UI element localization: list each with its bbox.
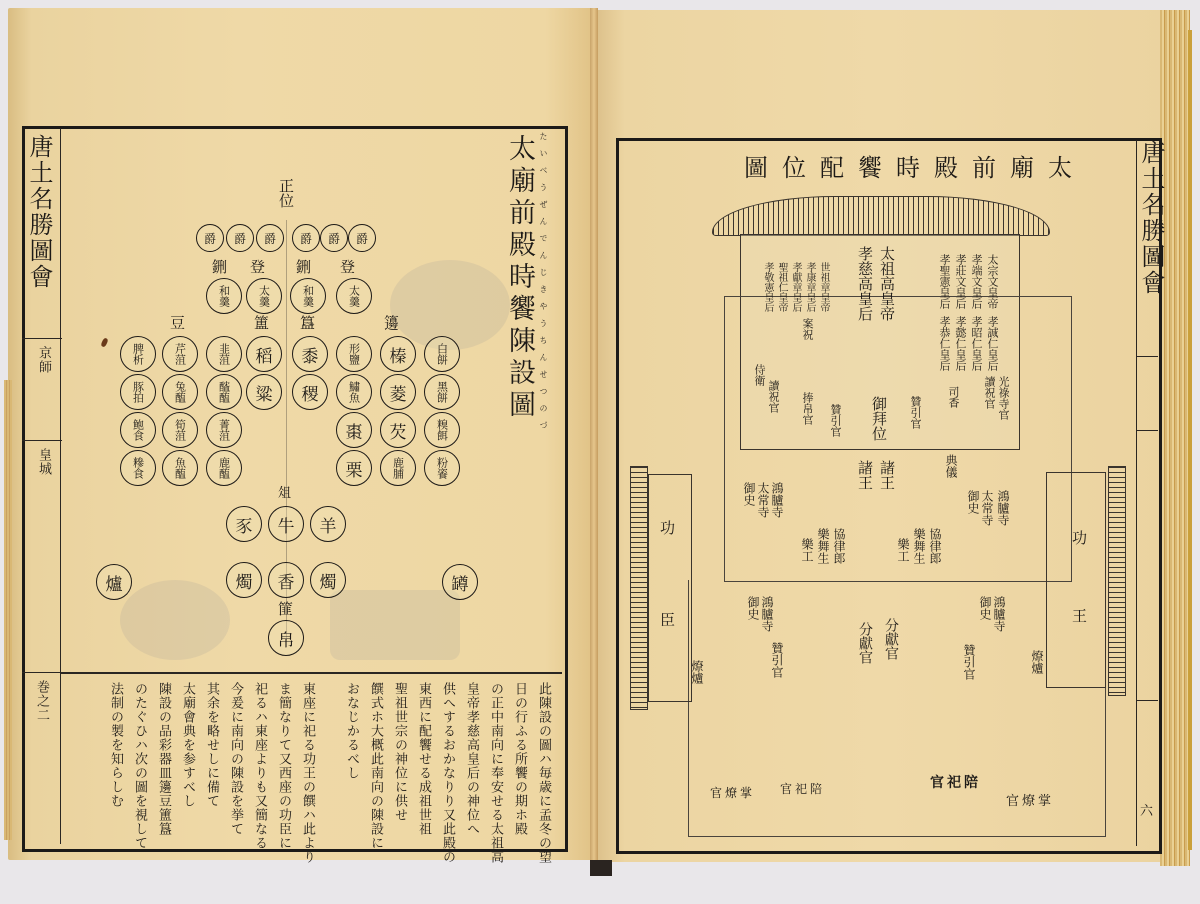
bian-basket: 栗 bbox=[336, 450, 372, 486]
cup-vessel: 爵 bbox=[320, 224, 348, 252]
west-hall-roof-icon bbox=[630, 466, 648, 710]
dou-dish: 豚拍 bbox=[120, 374, 156, 410]
altar-tablet-center: 太祖高皇帝 bbox=[878, 246, 896, 321]
ritual-officials-left: 御史 bbox=[742, 482, 756, 506]
prose-column: 今爰に南向の陳設を挙て bbox=[228, 682, 243, 836]
margin-divider bbox=[22, 672, 62, 673]
soup-vessel: 和羹 bbox=[206, 278, 242, 314]
candle: 燭 bbox=[310, 562, 346, 598]
candle: 燭 bbox=[226, 562, 262, 598]
courtyard-official-left: 贊引官 bbox=[770, 642, 784, 678]
group-label-gui: 簠 bbox=[254, 314, 270, 332]
official-label: 侍衛 bbox=[753, 364, 766, 386]
altar-tablet-right: 孝聖憲皇后 bbox=[938, 254, 951, 309]
prose-column: 供へするおかなりり又此殿の bbox=[440, 682, 455, 864]
dou-dish: 菁菹 bbox=[206, 412, 242, 448]
bian-basket: 形鹽 bbox=[336, 336, 372, 372]
gui-vessel: 粱 bbox=[246, 374, 282, 410]
prose-column: 祀るハ東座よりも又簡なる bbox=[252, 682, 267, 850]
fu-vessel: 稷 bbox=[292, 374, 328, 410]
official-label: 贊引官 bbox=[909, 396, 922, 429]
group-label-bian: 籩 bbox=[384, 314, 400, 332]
burner-attendant-label: 掌燎官 bbox=[710, 786, 756, 800]
east-hall-roof-icon bbox=[1108, 466, 1126, 696]
attending-official-label: 陪祀官 bbox=[930, 775, 981, 791]
group-label-dou: 豆 bbox=[170, 314, 186, 332]
official-label: 司香 bbox=[947, 386, 960, 408]
basket-label: 篚 bbox=[278, 600, 294, 618]
altar-tablet-right: 孝莊文皇后 bbox=[954, 254, 967, 309]
princes-label: 諸王 bbox=[856, 460, 874, 490]
fore-edge-gilt bbox=[1188, 30, 1192, 850]
bian-basket: 菱 bbox=[380, 374, 416, 410]
bian-basket: 鹿脯 bbox=[380, 450, 416, 486]
book-title-margin-right: 唐土名勝圖會 bbox=[1137, 140, 1165, 296]
book-spine bbox=[590, 8, 598, 864]
heading-ruby: たいべうぜんでんじきやうちんせつのづ bbox=[539, 132, 548, 438]
prose-column: 日の行ふる所饗の期ホ殿 bbox=[512, 682, 527, 836]
prose-column: 太廟會典を参すべし bbox=[180, 682, 195, 808]
soup-vessel: 太羹 bbox=[246, 278, 282, 314]
prayer-table: 案祝 bbox=[801, 318, 814, 340]
margin-divider bbox=[1136, 430, 1158, 431]
cup-vessel: 爵 bbox=[256, 224, 284, 252]
bian-basket: 白餅 bbox=[424, 336, 460, 372]
west-side-hall bbox=[648, 474, 692, 702]
prose-column: 東西に配饗せる成祖世祖 bbox=[416, 682, 431, 836]
altar-tablet-right: 孝端文皇后 bbox=[970, 254, 983, 309]
official-label: 讀祝官 bbox=[983, 376, 996, 409]
courtyard-official-right: 御史 bbox=[978, 596, 992, 620]
offering-official: 分獻官 bbox=[857, 622, 873, 664]
dou-dish: 醓醢 bbox=[206, 374, 242, 410]
prose-column: 東座に祀る功王の饌ハ此より bbox=[300, 682, 315, 864]
attending-official-label: 陪祀官 bbox=[780, 782, 826, 796]
prose-column: 聖祖世宗の神位に供せ bbox=[392, 682, 407, 822]
gui-vessel: 稻 bbox=[246, 336, 282, 372]
page-number: 六 bbox=[1140, 804, 1154, 819]
soup-vessel: 太羹 bbox=[336, 278, 372, 314]
margin-rule bbox=[60, 128, 61, 844]
music-officials-left: 協律郎 bbox=[832, 528, 846, 564]
altar-tablet-center: 孝慈高皇后 bbox=[856, 246, 874, 321]
prose-column: のたぐひハ次の圖を視して bbox=[132, 682, 147, 850]
east-hall-label: 王 bbox=[1070, 608, 1088, 623]
official-label: 讀祝官 bbox=[767, 380, 780, 413]
official-label: 捧帛官 bbox=[801, 392, 814, 425]
bian-basket: 鱐魚 bbox=[336, 374, 372, 410]
margin-divider bbox=[1136, 700, 1158, 701]
music-officials-left: 樂舞生 bbox=[816, 528, 830, 564]
left-page-edges bbox=[4, 380, 12, 840]
ritual-officials-left: 太常寺 bbox=[756, 482, 770, 518]
side-vessel-left: 爐 bbox=[96, 564, 132, 600]
book-title-margin: 唐土名勝圖會 bbox=[25, 134, 53, 290]
group-label-fu: 簋 bbox=[300, 314, 316, 332]
sacrificial-animal: 羊 bbox=[310, 506, 346, 542]
altar-tablet-left: 聖祖仁皇帝 bbox=[776, 262, 787, 312]
prose-column: の正中南向に奉安せる太祖高 bbox=[488, 682, 503, 864]
courtyard-official-right: 贊引官 bbox=[962, 644, 976, 680]
soup-vessel: 和羹 bbox=[290, 278, 326, 314]
courtyard-official-left: 御史 bbox=[746, 596, 760, 620]
music-officials-left: 樂工 bbox=[800, 538, 814, 562]
vessel-label: 鉶 bbox=[296, 258, 312, 276]
cup-vessel: 爵 bbox=[226, 224, 254, 252]
sacrificial-animal: 豕 bbox=[226, 506, 262, 542]
dou-dish: 鲍食 bbox=[120, 412, 156, 448]
bian-basket: 糗餌 bbox=[424, 412, 460, 448]
top-label: 正位 bbox=[277, 178, 295, 208]
bian-basket: 粉餈 bbox=[424, 450, 460, 486]
volume-label: 巻之二 bbox=[34, 680, 49, 722]
official-label: 光祿寺官 bbox=[997, 376, 1010, 420]
page-fore-edge bbox=[1160, 10, 1190, 866]
sacrificial-animal: 牛 bbox=[268, 506, 304, 542]
zu-label: 俎 bbox=[278, 486, 292, 501]
ritual-officials-right: 鴻臚寺 bbox=[996, 490, 1010, 526]
show-through-shape bbox=[390, 260, 510, 350]
music-officials-right: 樂舞生 bbox=[912, 528, 926, 564]
west-hall-label: 臣 bbox=[658, 612, 676, 627]
east-side-hall bbox=[1046, 472, 1106, 688]
cup-vessel: 爵 bbox=[196, 224, 224, 252]
courtyard-official-left: 鴻臚寺 bbox=[760, 596, 774, 632]
altar-tablet-right: 孝誠仁皇后 bbox=[986, 316, 999, 371]
dou-dish: 芹菹 bbox=[162, 336, 198, 372]
dou-dish: 魚醢 bbox=[162, 450, 198, 486]
bian-basket: 芡 bbox=[380, 412, 416, 448]
cup-vessel: 爵 bbox=[348, 224, 376, 252]
east-hall-label: 功 bbox=[1070, 530, 1088, 545]
silk-offering: 帛 bbox=[268, 620, 304, 656]
ritual-officials-right: 太常寺 bbox=[980, 490, 994, 526]
dou-dish: 筍菹 bbox=[162, 412, 198, 448]
dou-dish: 韭菹 bbox=[206, 336, 242, 372]
courtyard-official-right: 鴻臚寺 bbox=[992, 596, 1006, 632]
east-burner: 燎爐 bbox=[1030, 650, 1044, 674]
prose-column: ま簡なりて又西座の功臣に bbox=[276, 682, 291, 850]
bian-basket: 榛 bbox=[380, 336, 416, 372]
altar-tablet-right: 孝懿仁皇后 bbox=[954, 316, 967, 371]
vessel-label: 登 bbox=[250, 258, 266, 276]
side-vessel-right: 罇 bbox=[442, 564, 478, 600]
diagram-prose-divider bbox=[60, 672, 562, 674]
dou-dish: 脾析 bbox=[120, 336, 156, 372]
prose-column: 皇帝孝慈高皇后の神位へ bbox=[464, 682, 479, 836]
margin-divider bbox=[1136, 356, 1158, 357]
ceremony-master-label: 典儀 bbox=[944, 454, 958, 478]
music-officials-right: 樂工 bbox=[896, 538, 910, 562]
official-label: 贊引官 bbox=[829, 404, 842, 437]
dou-dish: 糝食 bbox=[120, 450, 156, 486]
ritual-officials-left: 鴻臚寺 bbox=[770, 482, 784, 518]
section-label-capital: 京師 bbox=[36, 346, 51, 374]
emperor-worship-place: 御拜位 bbox=[870, 396, 888, 441]
incense: 香 bbox=[268, 562, 304, 598]
show-through-shape bbox=[330, 590, 460, 660]
show-through-shape bbox=[120, 580, 230, 660]
vessel-label: 鉶 bbox=[212, 258, 228, 276]
prose-column: おなじかるべし bbox=[344, 682, 359, 780]
bian-basket: 黑餅 bbox=[424, 374, 460, 410]
dou-dish: 兔醢 bbox=[162, 374, 198, 410]
fu-vessel: 黍 bbox=[292, 336, 328, 372]
west-burner: 燎爐 bbox=[690, 660, 704, 684]
altar-tablet-left: 孝獻章皇后 bbox=[790, 262, 801, 312]
altar-tablet-left: 世祖章皇帝 bbox=[818, 262, 829, 312]
right-page-heading: 太廟前殿時饗配位圖 bbox=[744, 154, 1086, 182]
margin-divider bbox=[22, 338, 62, 339]
section-label-palace: 皇城 bbox=[36, 448, 51, 476]
prose-column: 法制の製を知らしむ bbox=[108, 682, 123, 808]
ritual-officials-right: 御史 bbox=[966, 490, 980, 514]
cup-vessel: 爵 bbox=[292, 224, 320, 252]
princes-label: 諸王 bbox=[878, 460, 896, 490]
prose-column: 陳設の品彩器皿籩豆簠簋 bbox=[156, 682, 171, 836]
altar-tablet-left: 孝康章皇后 bbox=[804, 262, 815, 312]
altar-tablet-right: 孝昭仁皇后 bbox=[970, 316, 983, 371]
prose-column: 饌式ホ大概此南向の陳設に bbox=[368, 682, 383, 850]
altar-tablet-left: 孝敬憲皇后 bbox=[762, 262, 773, 312]
vessel-label: 登 bbox=[340, 258, 356, 276]
offering-official: 分獻官 bbox=[883, 618, 899, 660]
bian-basket: 棗 bbox=[336, 412, 372, 448]
altar-tablet-right: 孝恭仁皇后 bbox=[938, 316, 951, 371]
burner-attendant-label: 掌燎官 bbox=[1006, 794, 1055, 809]
prose-column: 其余を略せしに備て bbox=[204, 682, 219, 808]
left-page-heading: 太廟前殿時饗陳設圖 bbox=[504, 134, 535, 422]
west-hall-label: 功 bbox=[658, 520, 676, 535]
music-officials-right: 協律郎 bbox=[928, 528, 942, 564]
dou-dish: 鹿醢 bbox=[206, 450, 242, 486]
bookmark-tab bbox=[590, 860, 612, 876]
margin-divider bbox=[22, 440, 62, 441]
prose-column: 此陳設の圖ハ毎歳に孟冬の望 bbox=[536, 682, 551, 864]
hall-roof-icon bbox=[712, 196, 1050, 236]
altar-tablet-right: 太宗文皇帝 bbox=[986, 254, 999, 309]
